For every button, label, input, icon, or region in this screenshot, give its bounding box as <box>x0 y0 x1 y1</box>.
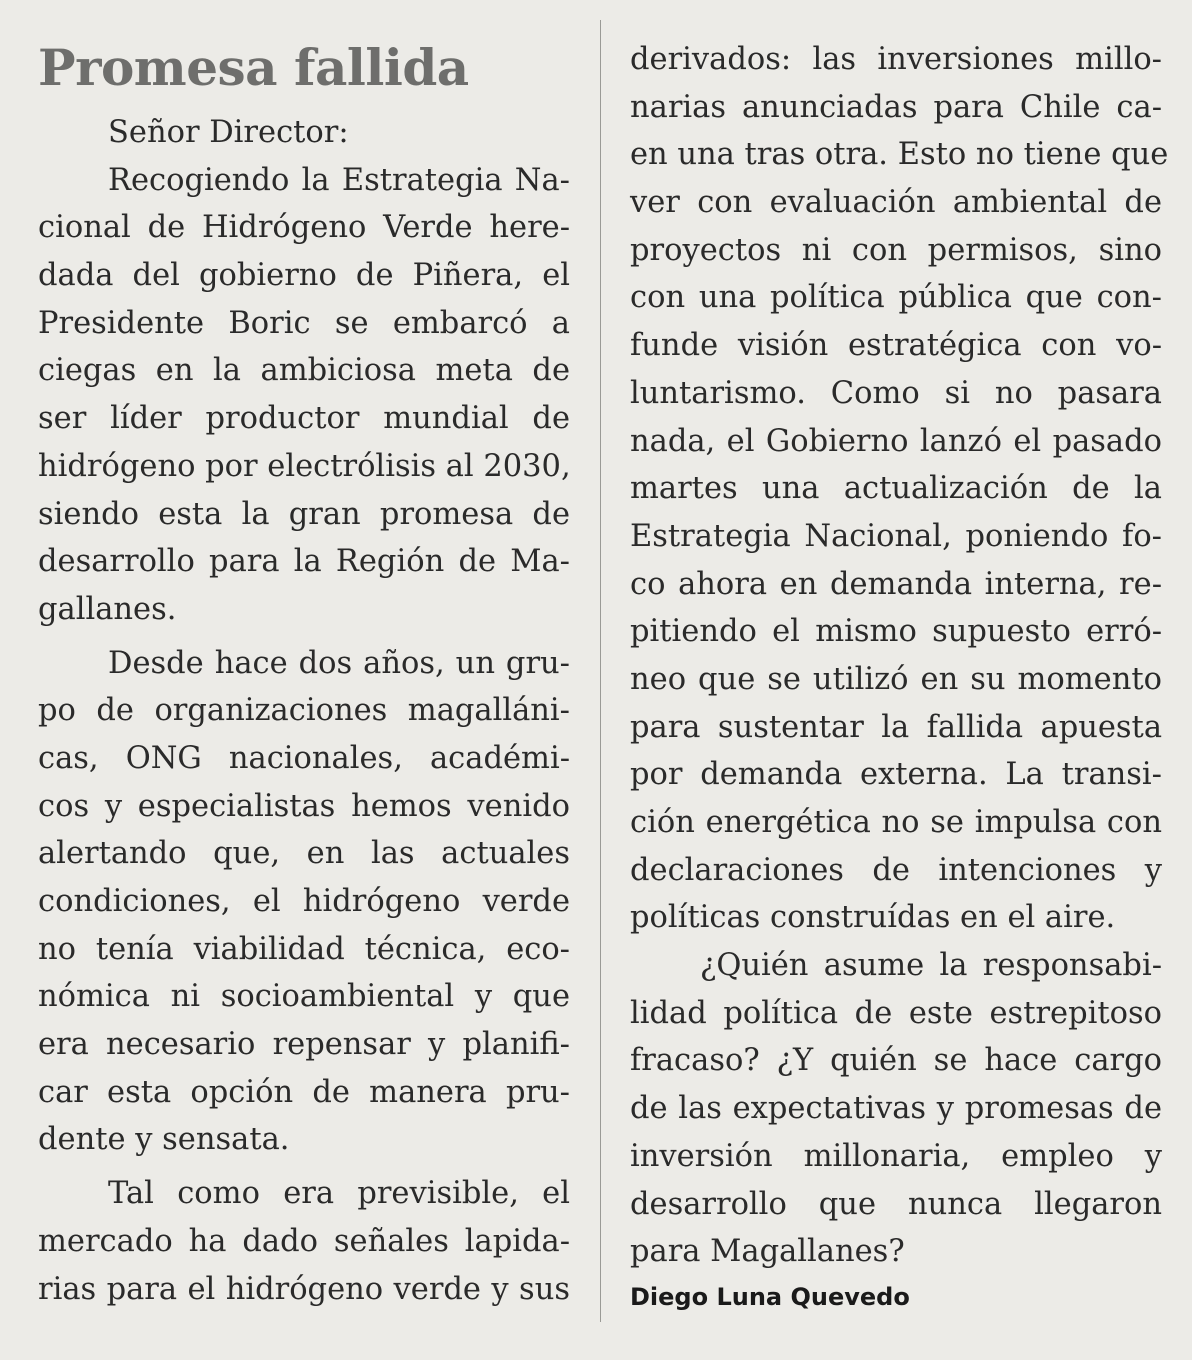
text-line: inversión millonaria, empleo y <box>630 1138 1162 1174</box>
text-line: nada, el Gobierno lanzó el pasado <box>630 423 1162 459</box>
text-line: siendo esta la gran promesa de <box>38 496 570 532</box>
text-line: desarrollo para la Región de Ma- <box>38 544 570 580</box>
text-line: para Magallanes? <box>630 1234 905 1270</box>
text-line: nómica ni socioambiental y que <box>38 979 570 1015</box>
text-line: fracaso? ¿Y quién se hace cargo <box>630 1043 1162 1079</box>
text-line: hidrógeno por electrólisis al 2030, <box>38 448 571 484</box>
text-line: de las expectativas y promesas de <box>630 1091 1162 1127</box>
text-line: dada del gobierno de Piñera, el <box>38 258 570 294</box>
text-line: Recogiendo la Estrategia Na- <box>108 162 570 198</box>
text-line: no tenía viabilidad técnica, eco- <box>38 931 570 967</box>
text-line: co ahora en demanda interna, re- <box>630 566 1162 602</box>
text-line: derivados: las inversiones millo- <box>630 42 1162 77</box>
text-line: funde visión estratégica con vo- <box>630 328 1162 364</box>
text-line: Desde hace dos años, un gru- <box>108 645 570 681</box>
text-line: po de organizaciones magalláni- <box>38 693 570 729</box>
text-line: ¿Quién asume la responsabi- <box>700 948 1162 984</box>
text-line: era necesario repensar y planifi- <box>38 1027 570 1063</box>
right-column-text <box>630 36 1169 1276</box>
text-line: para sustentar la fallida apuesta <box>630 709 1162 745</box>
text-line: declaraciones de intenciones y <box>630 852 1162 888</box>
text-line: martes una actualización de la <box>630 471 1162 507</box>
text-line: Estrategia Nacional, poniendo fo- <box>630 518 1162 554</box>
text-line: con una política pública que con- <box>630 280 1162 316</box>
text-line: car esta opción de manera pru- <box>38 1074 570 1110</box>
headline: Promesa fallida <box>38 38 469 97</box>
text-line: desarrollo que nunca llegaron <box>630 1186 1162 1222</box>
text-line: dente y sensata. <box>38 1122 290 1158</box>
text-line: ción energética no se impulsa con <box>630 805 1162 840</box>
text-line: pitiendo el mismo supuesto erró- <box>630 614 1162 650</box>
text-line: alertando que, en las actuales <box>38 836 570 872</box>
text-line: gallanes. <box>38 591 177 627</box>
text-line: mercado ha dado señales lapida- <box>38 1223 570 1259</box>
text-line: luntarismo. Como si no pasara <box>630 375 1162 411</box>
text-line: Presidente Boric se embarcó a <box>38 305 570 341</box>
text-line: políticas construídas en el aire. <box>630 900 1116 936</box>
text-line: por demanda externa. La transi- <box>630 757 1162 793</box>
column-divider <box>600 20 601 1322</box>
text-line: condiciones, el hidrógeno verde <box>38 884 570 919</box>
signature: Diego Luna Quevedo <box>630 1282 910 1311</box>
text-line: rias para el hidrógeno verde y sus <box>38 1271 570 1307</box>
text-line: narias anunciadas para Chile ca- <box>630 89 1162 125</box>
text-line: proyectos ni con permisos, sino <box>630 232 1162 268</box>
text-line: neo que se utilizó en su momento <box>630 661 1162 697</box>
text-line: Tal como era previsible, el <box>108 1176 570 1212</box>
text-line: cos y especialistas hemos venido <box>38 788 570 824</box>
text-line: Señor Director: <box>108 115 349 150</box>
text-line: ver con evaluación ambiental de <box>630 185 1162 221</box>
text-line: lidad política de este estrepitoso <box>630 995 1162 1031</box>
text-line: ciegas en la ambiciosa meta de <box>38 353 570 389</box>
text-line: cional de Hidrógeno Verde here- <box>38 210 570 246</box>
text-line: ser líder productor mundial de <box>38 401 570 437</box>
right-column <box>630 36 1169 1317</box>
text-line: en una tras otra. Esto no tiene que <box>630 137 1169 173</box>
left-column <box>38 36 570 1313</box>
left-column-text <box>38 109 570 1313</box>
text-line: cas, ONG nacionales, académi- <box>38 740 570 776</box>
